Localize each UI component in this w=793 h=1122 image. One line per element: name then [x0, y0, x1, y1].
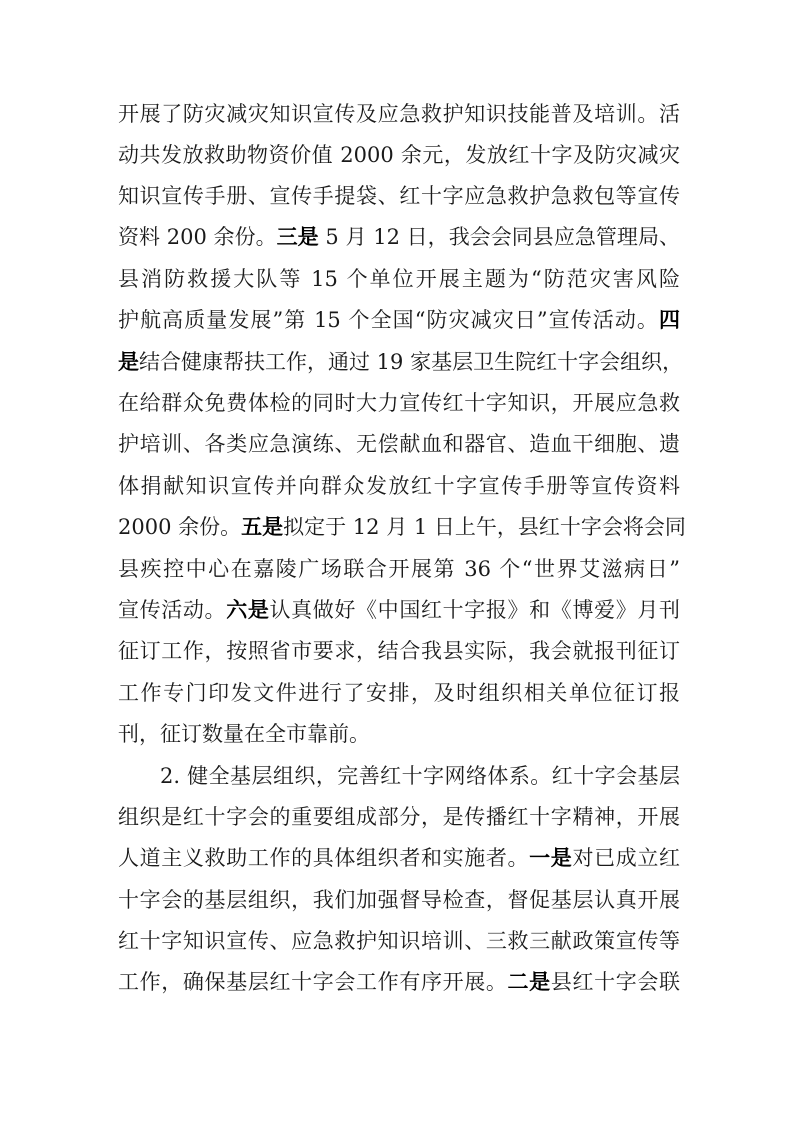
- text-line: [118, 182, 680, 210]
- line-text: 知识宣传手册、宣传手提袋、红十字应急救护急救包等宣传: [118, 184, 680, 208]
- bold-marker: 是: [118, 349, 139, 374]
- text-line: [118, 513, 686, 541]
- line-text: 护培训、各类应急演练、无偿献血和器官、造血干细胞、遗: [118, 432, 680, 456]
- text-line: [118, 596, 680, 624]
- text-line: [118, 348, 684, 376]
- bold-marker: 二是: [507, 969, 551, 994]
- line-text: 认真做好《中国红十字报》和《博爱》月刊: [269, 598, 681, 622]
- bold-marker: 五是: [241, 514, 284, 539]
- text-line: [118, 430, 680, 458]
- bold-marker: 四: [659, 307, 680, 332]
- line-text: 宣传活动。: [118, 598, 227, 622]
- text-line: [118, 389, 680, 417]
- line-text: 刊，征订数量在全市靠前。: [118, 722, 370, 746]
- line-text: 5 月 12 日，我会会同县应急管理局、: [318, 225, 680, 249]
- text-line: [118, 844, 680, 872]
- bold-marker: 三是: [276, 224, 319, 249]
- text-line: [118, 265, 680, 293]
- text-line: [118, 720, 680, 748]
- line-text: 县红十字会联: [550, 970, 681, 994]
- line-text: 拟定于 12 月 1 日上午，县红十字会将会同: [283, 515, 686, 539]
- line-text: 县疾控中心在嘉陵广场联合开展第 36 个“世界艾滋病日”: [118, 557, 680, 581]
- text-line: [118, 306, 680, 334]
- line-text: 县消防救援大队等 15 个单位开展主题为“防范灾害风险: [118, 267, 680, 291]
- line-text: 开展了防灾减灾知识宣传及应急救护知识技能普及培训。活: [118, 102, 680, 126]
- text-line: [118, 886, 680, 914]
- line-text: 组织是红十字会的重要组成部分，是传播红十字精神，开展: [118, 805, 680, 829]
- text-line: [118, 141, 680, 169]
- line-text: 2000 余份。: [118, 515, 242, 539]
- line-text: 征订工作，按照省市要求，结合我县实际，我会就报刊征订: [118, 639, 680, 663]
- text-line: [118, 679, 680, 707]
- text-line: [118, 100, 680, 128]
- line-text: 在给群众免费体检的同时大力宣传红十字知识，开展应急救: [118, 391, 680, 415]
- text-line: [118, 803, 680, 831]
- text-line: [118, 968, 680, 996]
- line-text: 工作，确保基层红十字会工作有序开展。: [118, 970, 508, 994]
- line-text: 结合健康帮扶工作，通过 19 家基层卫生院红十字会组织，: [139, 350, 684, 374]
- line-text: 体捐献知识宣传并向群众发放红十字宣传手册等宣传资料: [118, 474, 680, 498]
- text-line: [118, 927, 680, 955]
- text-line: [118, 637, 680, 665]
- line-text: 人道主义救助工作的具体组织者和实施者。: [118, 846, 530, 870]
- bold-marker: 六是: [226, 597, 270, 622]
- line-text: 护航高质量发展”第 15 个全国“防灾减灾日”宣传活动。: [118, 308, 659, 332]
- text-line: [118, 555, 680, 583]
- bold-marker: 一是: [529, 845, 573, 870]
- line-text: 工作专门印发文件进行了安排，及时组织相关单位征订报: [118, 681, 680, 705]
- line-text: 十字会的基层组织，我们加强督导检查，督促基层认真开展: [118, 888, 680, 912]
- text-line: [118, 223, 680, 251]
- line-text: 对已成立红: [572, 846, 681, 870]
- line-text: 红十字知识宣传、应急救护知识培训、三救三献政策宣传等: [118, 929, 680, 953]
- line-text: 动共发放救助物资价值 2000 余元，发放红十字及防灾减灾: [118, 143, 680, 167]
- text-line: [118, 472, 680, 500]
- line-text: 2. 健全基层组织，完善红十字网络体系。红十字会基层: [160, 764, 680, 788]
- section-heading-line: [160, 762, 680, 790]
- line-text: 资料 200 余份。: [118, 225, 277, 249]
